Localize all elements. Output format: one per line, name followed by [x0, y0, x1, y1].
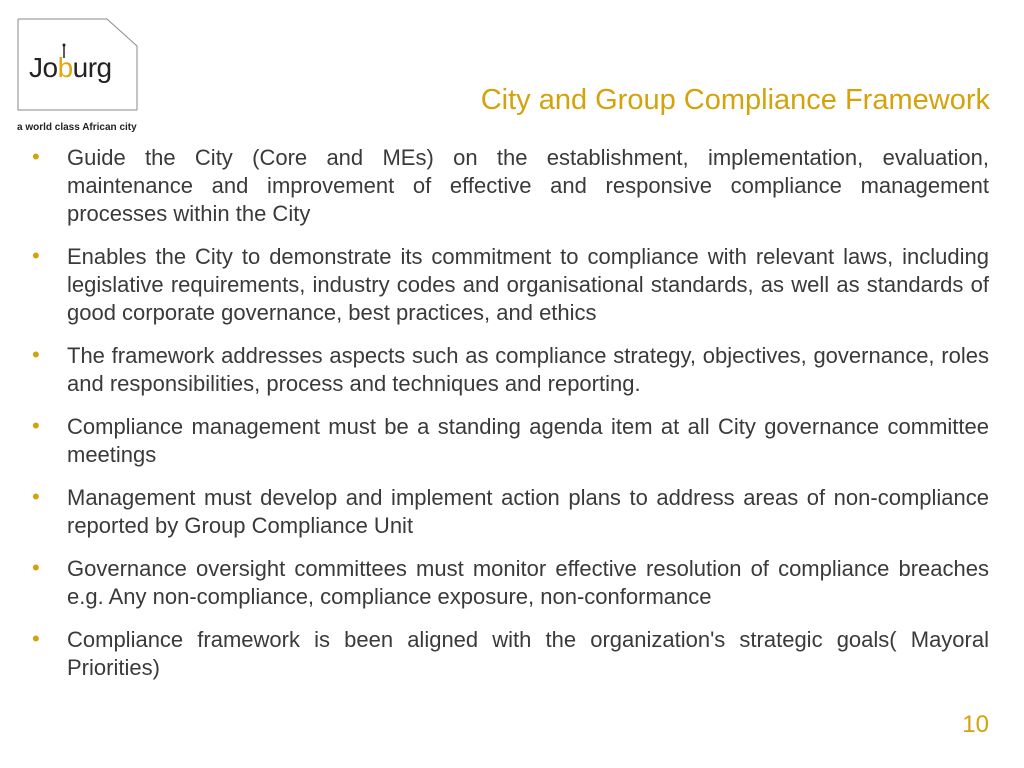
bullet-text: Compliance management must be a standing agenda item at all City governance committee meetings [67, 414, 989, 467]
logo-wordmark-post: urg [72, 52, 112, 83]
logo-wordmark-pre: Jo [29, 52, 58, 83]
bullet-item [30, 626, 989, 682]
bullet-icon: • [32, 144, 40, 169]
bullet-list [30, 144, 989, 697]
bullet-icon: • [32, 484, 40, 509]
bullet-item [30, 555, 989, 611]
bullet-text: The framework addresses aspects such as compliance strategy, objectives, governance, roles and responsibilities, process and techniques and reporting. [67, 343, 989, 396]
logo-tagline: a world class African city [17, 122, 137, 133]
bullet-item [30, 484, 989, 540]
bullet-text: Enables the City to demonstrate its commitment to compliance with relevant laws, including legislative requirements, industry codes and organisational standards, as well as standards of good corporate governance, best practices, and ethics [67, 244, 989, 325]
bullet-item [30, 342, 989, 398]
bullet-icon: • [32, 342, 40, 367]
bullet-item [30, 413, 989, 469]
bullet-text: Governance oversight committees must monitor effective resolution of compliance breaches e.g. Any non-compliance, compliance exposure, non-conformance [67, 556, 989, 609]
logo-wordmark [29, 52, 112, 84]
bullet-item [30, 243, 989, 327]
page-number: 10 [962, 711, 989, 738]
slide-title: City and Group Compliance Framework [480, 84, 990, 116]
bullet-text: Compliance framework is been aligned with the organization's strategic goals( Mayoral Priorities) [67, 627, 989, 680]
bullet-text: Management must develop and implement action plans to address areas of non-compliance reported by Group Compliance Unit [67, 485, 989, 538]
bullet-icon: • [32, 243, 40, 268]
bullet-item [30, 144, 989, 228]
bullet-icon: • [32, 626, 40, 651]
bullet-text: Guide the City (Core and MEs) on the establishment, implementation, evaluation, maintenance and improvement of effective and responsive compliance management processes within the City [67, 145, 989, 226]
logo-wordmark-mid: b [57, 52, 73, 83]
bullet-icon: • [32, 413, 40, 438]
bullet-icon: • [32, 555, 40, 580]
